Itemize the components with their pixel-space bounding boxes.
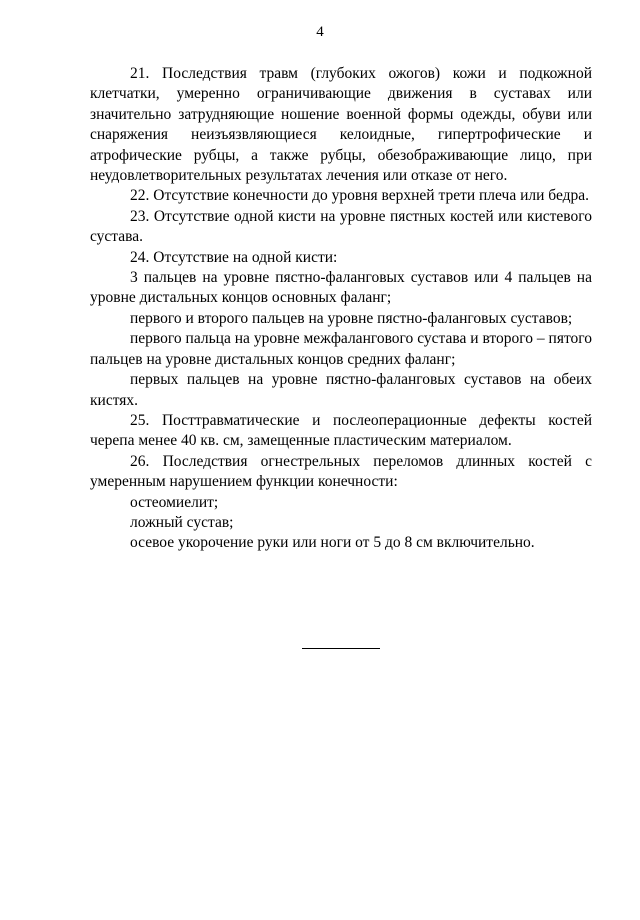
item-23: 23. Отсутствие одной кисти на уровне пястных костей или кистевого сустава.: [90, 207, 592, 246]
item-24-sub-2: первого и второго пальцев на уровне пястно-фаланговых суставов;: [130, 309, 573, 327]
item-24-sub-1: 3 пальцев на уровне пястно-фаланговых суставов или 4 пальцев на уровне дистальных концов основных фаланг;: [90, 269, 592, 307]
item-26-sub-3: осевое укорочение руки или ноги от 5 до 8 см включительно.: [130, 534, 535, 552]
page-number: 4: [316, 24, 324, 40]
item-24-sub-4: первых пальцев на уровне пястно-фаланговых суставов на обеих кистях.: [90, 371, 592, 409]
document-body: [90, 64, 592, 554]
item-26: 26. Последствия огнестрельных переломов длинных костей с умеренным нарушением функции конечности:: [90, 452, 592, 491]
item-24-sub-3: первого пальца на уровне межфалангового сустава и второго – пятого пальцев на уровне дистальных концов средних фаланг;: [90, 330, 592, 368]
item-26-sub-1: остеомиелит;: [130, 493, 219, 511]
item-25: 25. Посттравматические и послеоперационные дефекты костей черепа менее 40 кв. см, замещенные пластическим материалом.: [90, 411, 592, 450]
item-24: 24. Отсутствие на одной кисти:: [130, 248, 338, 266]
item-22: 22. Отсутствие конечности до уровня верхней трети плеча или бедра.: [130, 187, 590, 205]
item-21: 21. Последствия травм (глубоких ожогов) кожи и подкожной клетчатки, умеренно ограничивающие движения в суставах или значительно затрудняющие ношение военной формы одежды, обуви или снаряжения неизъязвляющиеся келоидные, гипертрофические и атрофические рубцы, а также рубцы, обезображивающие лицо, при неудовлетворительных результатах лечения или отказе от него.: [90, 65, 592, 185]
item-26-sub-2: ложный сустав;: [130, 513, 234, 531]
end-separator-line: [302, 648, 380, 649]
